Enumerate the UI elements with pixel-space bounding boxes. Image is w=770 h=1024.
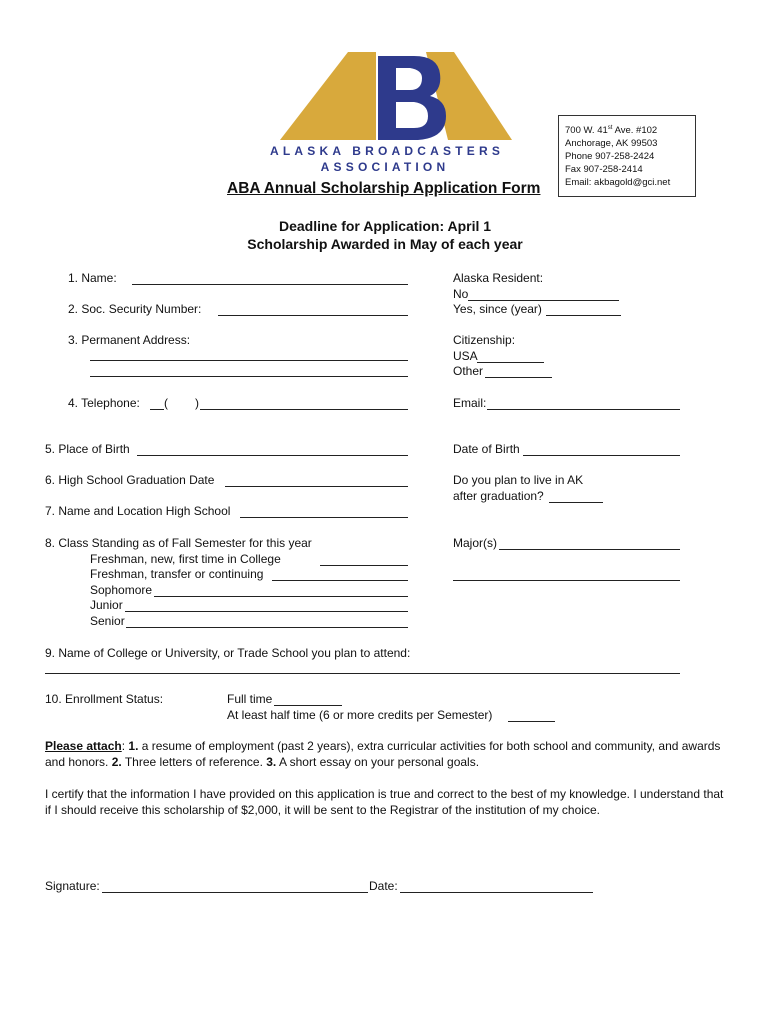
ssn-label: 2. Soc. Security Number: bbox=[68, 302, 202, 316]
awarded-line: Scholarship Awarded in May of each year bbox=[247, 236, 523, 252]
freshman-transfer-field[interactable] bbox=[272, 580, 408, 581]
enrollment-half-label: At least half time (6 or more credits per Semester) bbox=[227, 708, 493, 722]
form-title: ABA Annual Scholarship Application Form bbox=[227, 180, 541, 197]
email-field[interactable] bbox=[487, 409, 680, 410]
address-field-2[interactable] bbox=[90, 376, 408, 377]
freshman-transfer-label: Freshman, transfer or continuing bbox=[90, 567, 264, 581]
enrollment-half-field[interactable] bbox=[508, 721, 555, 722]
address-phone: Phone 907-258-2424 bbox=[565, 151, 655, 163]
attach-paragraph: Please attach: 1. a resume of employment (past 2 years), extra curricular activities for both school and community, and awards and honors. 2. Three letters of reference. 3. A short essay on your personal goals. bbox=[45, 739, 721, 769]
address-street: 700 W. 41st Ave. #102 bbox=[565, 125, 658, 137]
telephone-label: 4. Telephone: bbox=[68, 396, 140, 410]
telephone-area-prefix-line[interactable] bbox=[150, 409, 164, 410]
attach-heading: Please attach bbox=[45, 739, 122, 753]
hs-name-label: 7. Name and Location High School bbox=[45, 504, 231, 518]
org-name-line1: ALASKA BROADCASTERS bbox=[270, 144, 505, 158]
address-label: 3. Permanent Address: bbox=[68, 333, 191, 347]
birth-date-field[interactable] bbox=[523, 455, 680, 456]
date-field[interactable] bbox=[400, 892, 593, 893]
resident-year-field[interactable] bbox=[546, 315, 621, 316]
senior-field[interactable] bbox=[126, 627, 408, 628]
birth-date-label: Date of Birth bbox=[453, 442, 520, 456]
resident-label: Alaska Resident: bbox=[453, 271, 544, 285]
resident-no-field[interactable] bbox=[468, 300, 619, 301]
standing-label: 8. Class Standing as of Fall Semester for this year bbox=[45, 536, 312, 550]
birth-place-label: 5. Place of Birth bbox=[45, 442, 130, 456]
deadline-line: Deadline for Application: April 1 bbox=[278, 218, 492, 234]
signature-field[interactable] bbox=[102, 892, 368, 893]
junior-label: Junior bbox=[90, 598, 123, 612]
sophomore-label: Sophomore bbox=[90, 583, 153, 597]
ssn-field[interactable] bbox=[218, 315, 408, 316]
address-email: Email: akbagold@gci.net bbox=[565, 177, 671, 189]
address-box bbox=[558, 115, 696, 197]
org-name-line2: ASSOCIATION bbox=[320, 160, 450, 174]
hs-grad-label: 6. High School Graduation Date bbox=[45, 473, 215, 487]
freshman-new-label: Freshman, new, first time in College bbox=[90, 552, 281, 566]
name-field[interactable] bbox=[132, 284, 408, 285]
email-label: Email: bbox=[453, 396, 487, 410]
resident-no-label: No bbox=[453, 287, 469, 301]
citizenship-other-label: Other bbox=[453, 364, 484, 378]
telephone-field[interactable] bbox=[200, 409, 408, 410]
live-ak-label-1: Do you plan to live in AK bbox=[453, 473, 584, 487]
logo-b-letter bbox=[378, 56, 446, 140]
hs-grad-field[interactable] bbox=[225, 486, 408, 487]
sophomore-field[interactable] bbox=[154, 596, 408, 597]
senior-label: Senior bbox=[90, 614, 125, 628]
enrollment-label: 10. Enrollment Status: bbox=[45, 692, 164, 706]
college-label: 9. Name of College or University, or Trade School you plan to attend: bbox=[45, 646, 411, 660]
citizenship-usa-field[interactable] bbox=[477, 362, 544, 363]
telephone-paren-close: ) bbox=[195, 396, 199, 410]
name-label: 1. Name: bbox=[68, 271, 117, 285]
enrollment-full-label: Full time bbox=[227, 692, 273, 706]
date-label: Date: bbox=[369, 879, 398, 893]
signature-label: Signature: bbox=[45, 879, 100, 893]
birth-place-field[interactable] bbox=[137, 455, 408, 456]
major-field-1[interactable] bbox=[499, 549, 680, 550]
logo-left-peak bbox=[280, 52, 376, 140]
resident-yes-label: Yes, since (year) bbox=[453, 302, 542, 316]
enrollment-full-field[interactable] bbox=[274, 705, 342, 706]
junior-field[interactable] bbox=[125, 611, 408, 612]
hs-name-field[interactable] bbox=[240, 517, 408, 518]
address-field-1[interactable] bbox=[90, 360, 408, 361]
live-ak-label-2: after graduation? bbox=[453, 489, 544, 503]
address-fax: Fax 907-258-2414 bbox=[565, 164, 643, 176]
major-field-2[interactable] bbox=[453, 580, 680, 581]
major-label: Major(s) bbox=[453, 536, 497, 550]
citizenship-label: Citizenship: bbox=[453, 333, 516, 347]
telephone-paren-open: ( bbox=[164, 396, 168, 410]
live-ak-field[interactable] bbox=[549, 502, 603, 503]
freshman-new-field[interactable] bbox=[320, 565, 408, 566]
citizenship-other-field[interactable] bbox=[485, 377, 552, 378]
citizenship-usa-label: USA bbox=[453, 349, 478, 363]
address-city: Anchorage, AK 99503 bbox=[565, 138, 658, 150]
certify-paragraph: I certify that the information I have provided on this application is true and correct to the best of my knowledge. I understand that if I should receive this scholarship of $2,000, it will be sent to the Registrar of the institution of my choice. bbox=[45, 787, 724, 817]
college-field[interactable] bbox=[45, 673, 680, 674]
